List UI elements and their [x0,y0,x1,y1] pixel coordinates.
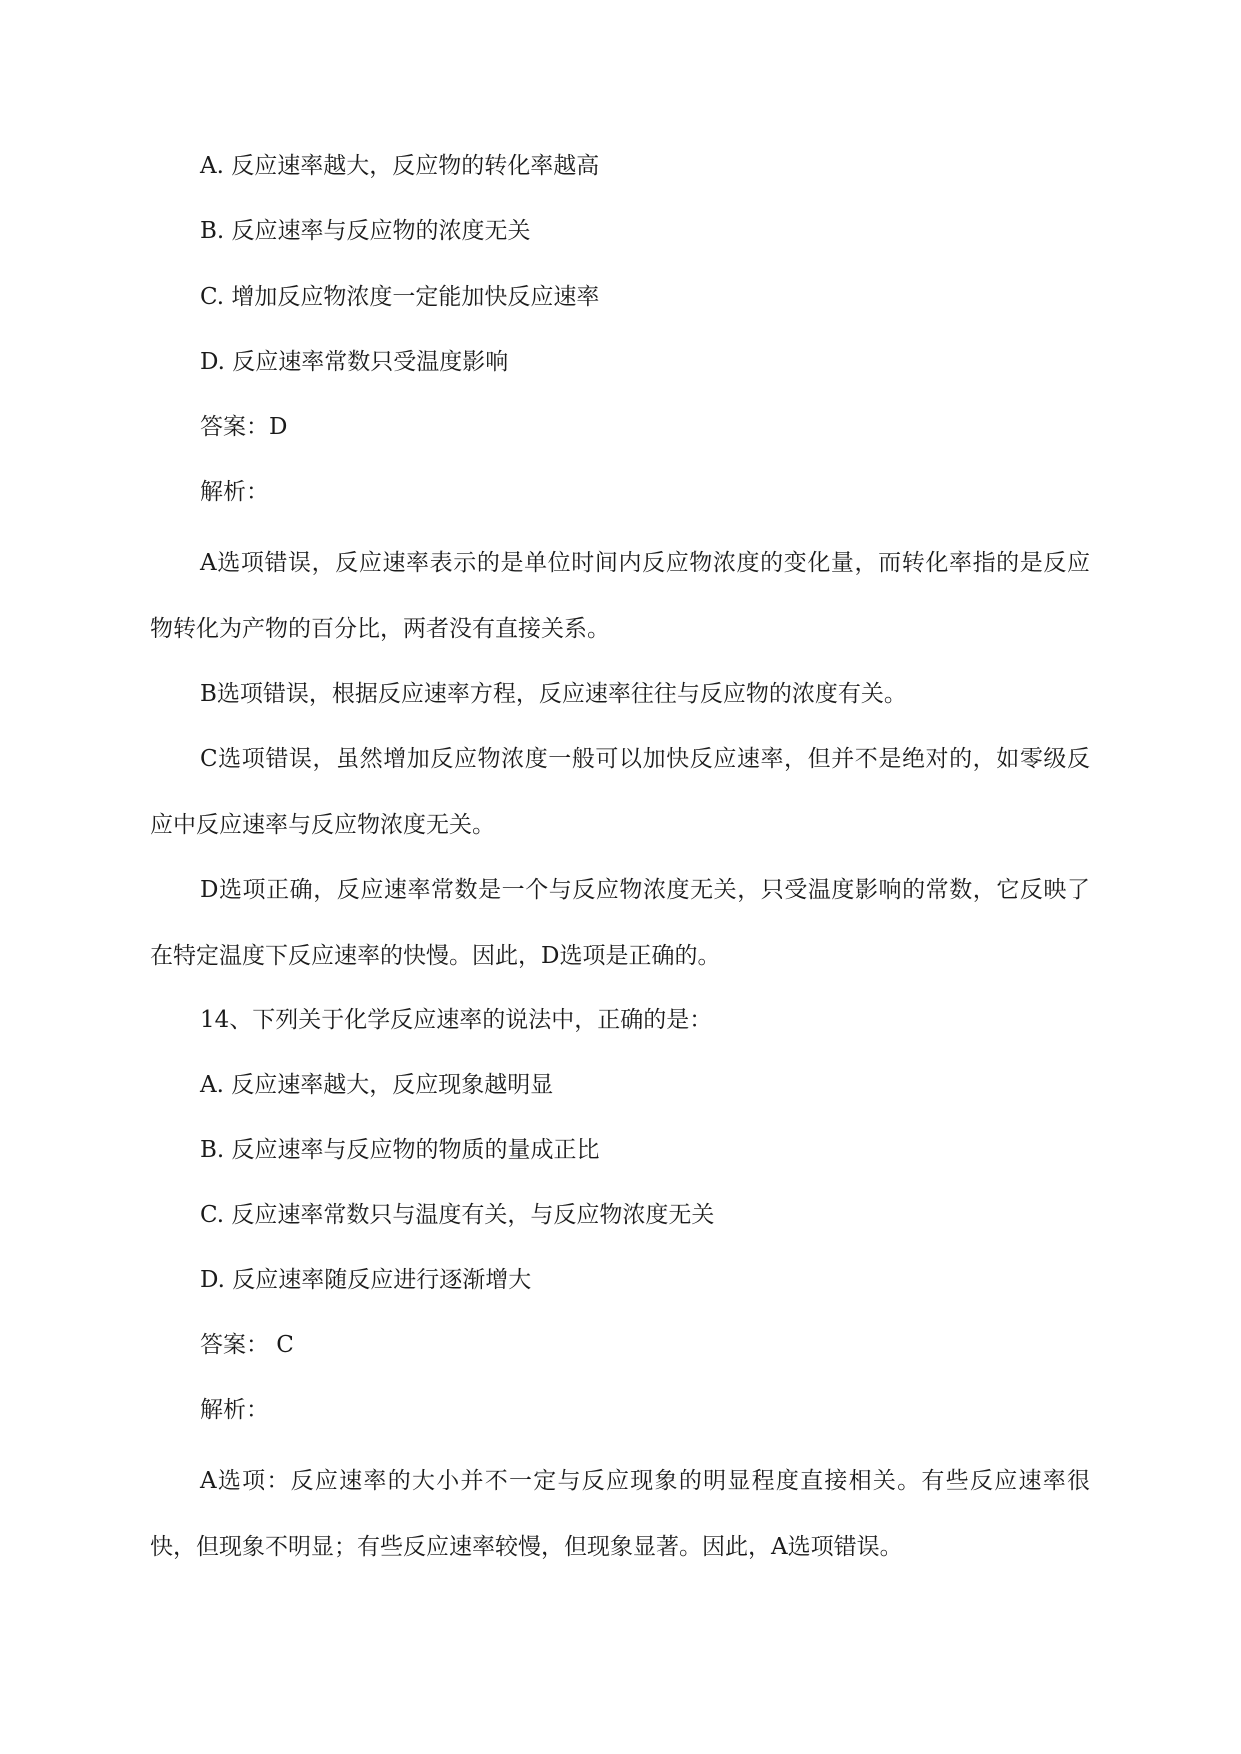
q14-option-a: A. 反应速率越大，反应现象越明显 [200,1072,554,1098]
q14-option-b: B. 反应速率与反应物的物质的量成正比 [200,1137,600,1163]
q13-analysis-label: 解析： [200,479,269,505]
q14-answer: 答案： C [200,1332,294,1358]
q14-question: 14、下列关于化学反应速率的说法中，正确的是： [200,1007,713,1033]
q13-answer: 答案：D [200,414,288,440]
q14-option-c: C. 反应速率常数只与温度有关，与反应物浓度无关 [200,1202,715,1228]
q13-option-d: D. 反应速率常数只受温度影响 [200,349,509,375]
q13-option-b: B. 反应速率与反应物的浓度无关 [200,218,531,244]
q13-analysis-d: D选项正确，反应速率常数是一个与反应物浓度无关，只受温度影响的常数，它反映了在特定温度下反应速率的快慢。因此，D选项是正确的。 [150,877,1090,969]
q14-option-d: D. 反应速率随反应进行逐渐增大 [200,1267,532,1293]
q13-option-a: A. 反应速率越大，反应物的转化率越高 [200,153,600,179]
q14-analysis-label: 解析： [200,1397,269,1423]
q13-option-c: C. 增加反应物浓度一定能加快反应速率 [200,284,600,310]
q13-analysis-c: C选项错误，虽然增加反应物浓度一般可以加快反应速率，但并不是绝对的，如零级反应中反应速率与反应物浓度无关。 [150,746,1090,838]
q13-analysis-a: A选项错误，反应速率表示的是单位时间内反应物浓度的变化量，而转化率指的是反应物转化为产物的百分比，两者没有直接关系。 [150,550,1090,642]
q14-analysis-a: A选项：反应速率的大小并不一定与反应现象的明显程度直接相关。有些反应速率很快，但现象不明显；有些反应速率较慢，但现象显著。因此，A选项错误。 [150,1468,1090,1560]
q13-analysis-b: B选项错误，根据反应速率方程，反应速率往往与反应物的浓度有关。 [200,681,907,707]
